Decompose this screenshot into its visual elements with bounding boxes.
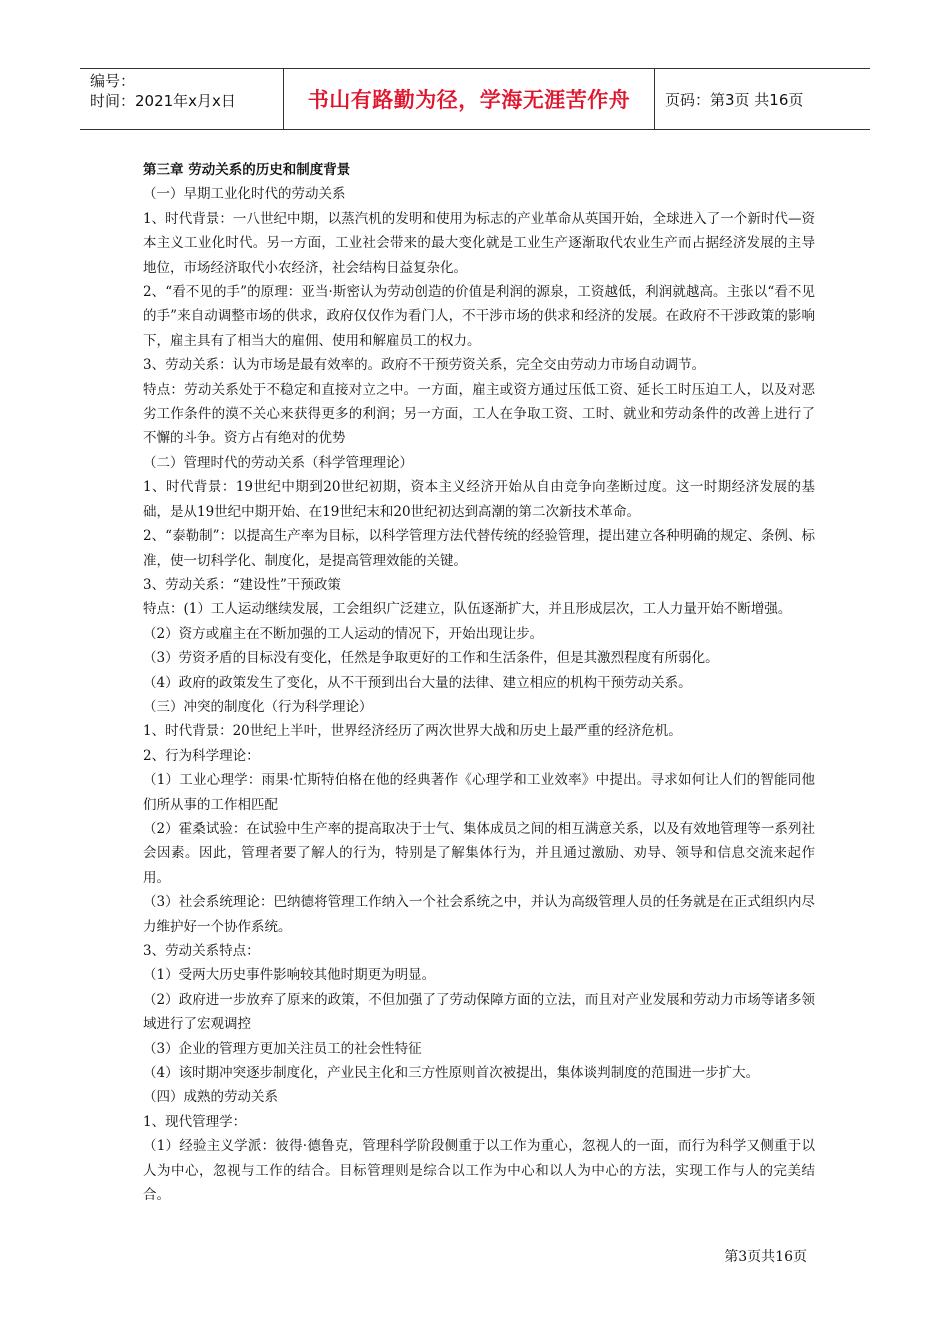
header-page-info: 页码：第3页 共16页: [665, 90, 804, 109]
paragraph: 3、劳动关系：“建设性”干预政策: [143, 576, 341, 593]
document-body: [143, 158, 815, 1207]
paragraph: 1、现代管理学：: [143, 1113, 247, 1130]
page-header: [80, 68, 870, 130]
motto: 书山有路勤为径，学海无涯苦作舟: [283, 69, 655, 129]
paragraph: （3）企业的管理方更加关注员工的社会性特征: [143, 1040, 422, 1057]
paragraph: 特点：劳动关系处于不稳定和直接对立之中。一方面，雇主或资方通过压低工资、延长工时压迫工人，以及对恶劣工作条件的漠不关心来获得更多的利润；另一方面，工人在争取工资、工时、就业和劳动条件的改善上进行了不懈的斗争。资方占有绝对的优势: [143, 381, 815, 447]
paragraph: （2）资方或雇主在不断加强的工人运动的情况下，开始出现让步。: [143, 625, 544, 642]
paragraph: （4）政府的政策发生了变化，从不干预到出台大量的法律、建立相应的机构干预劳动关系。: [143, 674, 692, 691]
paragraph: （二）管理时代的劳动关系（科学管理理论）: [143, 454, 413, 471]
paragraph: 3、劳动关系：认为市场是最有效率的。政府不干预劳资关系，完全交由劳动力市场自动调节。: [143, 357, 706, 374]
paragraph: （1）工业心理学：雨果·忙斯特伯格在他的经典著作《心理学和工业效率》中提出。寻求如何让人们的智能同他们所从事的工作相匹配: [143, 772, 815, 813]
paragraph-list: [143, 182, 815, 1207]
paragraph: 2、“看不见的手”的原理：亚当·斯密认为劳动创造的价值是利润的源泉，工资越低，利润就越高。主张以“看不见的手”来自动调整市场的供求，政府仅仅作为看门人，不干涉市场的供求和经济的发展。在政府不干涉政策的影响下，雇主具有了相当大的雇佣、使用和解雇员工的权力。: [143, 284, 815, 349]
paragraph: 1、时代背景：一八世纪中期，以蒸汽机的发明和使用为标志的产业革命从英国开始，全球进入了一个新时代—资本主义工业化时代。另一方面，工业社会带来的最大变化就是工业生产逐渐取代农业生产而占据经济发展的主导地位，市场经济取代小农经济，社会结构日益复杂化。: [143, 210, 815, 276]
header-left-cell: [80, 69, 283, 129]
page-footer: 第3页共16页: [724, 1249, 807, 1265]
paragraph: 3、劳动关系特点：: [143, 943, 260, 959]
paragraph: 2、“泰勒制”：以提高生产率为目标，以科学管理方法代替传统的经验管理，提出建立各种明确的规定、条例、标准，使一切科学化、制度化，是提高管理效能的关键。: [143, 528, 815, 569]
paragraph: （3）劳资矛盾的目标没有变化，任然是争取更好的工作和生活条件，但是其激烈程度有所弱化。: [143, 650, 719, 667]
paragraph: 1、时代背景：20世纪上半叶，世界经济经历了两次世界大战和历史上最严重的经济危机。: [143, 723, 682, 740]
paragraph: （1）受两大历史事件影响较其他时期更为明显。: [143, 967, 436, 984]
paragraph: （1）经验主义学派：彼得·德鲁克，管理科学阶段侧重于以工作为重心，忽视人的一面，而行为科学又侧重于以人为中心，忽视与工作的结合。目标管理则是综合以工作为中心和以人为中心的方法，实现工作与人的完美结合。: [143, 1138, 815, 1204]
paragraph: （4）该时期冲突逐步制度化，产业民主化和三方性原则首次被提出，集体谈判制度的范围进一步扩大。: [143, 1065, 760, 1082]
paragraph: （3）社会系统理论：巴纳德将管理工作纳入一个社会系统之中，并认为高级管理人员的任务就是在正式组织内尽力维护好一个协作系统。: [143, 894, 815, 935]
paragraph: 1、时代背景：19世纪中期到20世纪初期，资本主义经济开始从自由竞争向垄断过度。这一时期经济发展的基础，是从19世纪中期开始、在19世纪末和20世纪初达到高潮的第二次新技术革命。: [143, 479, 815, 520]
paragraph: 2、行为科学理论：: [143, 747, 260, 764]
paragraph: （2）霍桑试验：在试验中生产率的提高取决于士气、集体成员之间的相互满意关系，以及有效地管理等一系列社会因素。因此，管理者要了解人的行为，特别是了解集体行为，并且通过激励、劝导、领导和信息交流来起作用。: [143, 820, 815, 886]
time-label: 时间：2021年x月x日: [90, 92, 236, 110]
paragraph: （三）冲突的制度化（行为科学理论）: [143, 698, 373, 715]
paragraph: （四）成熟的劳动关系: [143, 1089, 278, 1106]
number-label: 编号：: [90, 72, 136, 90]
paragraph: 特点：(1）工人运动继续发展，工会组织广泛建立，队伍逐渐扩大，并且形成层次，工人力量开始不断增强。: [143, 601, 792, 618]
paragraph: （一）早期工业化时代的劳动关系: [143, 186, 346, 203]
chapter-title: 第三章 劳动关系的历史和制度背景: [143, 162, 351, 178]
paragraph: （2）政府进一步放弃了原来的政策，不但加强了了劳动保障方面的立法，而且对产业发展和劳动力市场等诸多领域进行了宏观调控: [143, 991, 815, 1033]
